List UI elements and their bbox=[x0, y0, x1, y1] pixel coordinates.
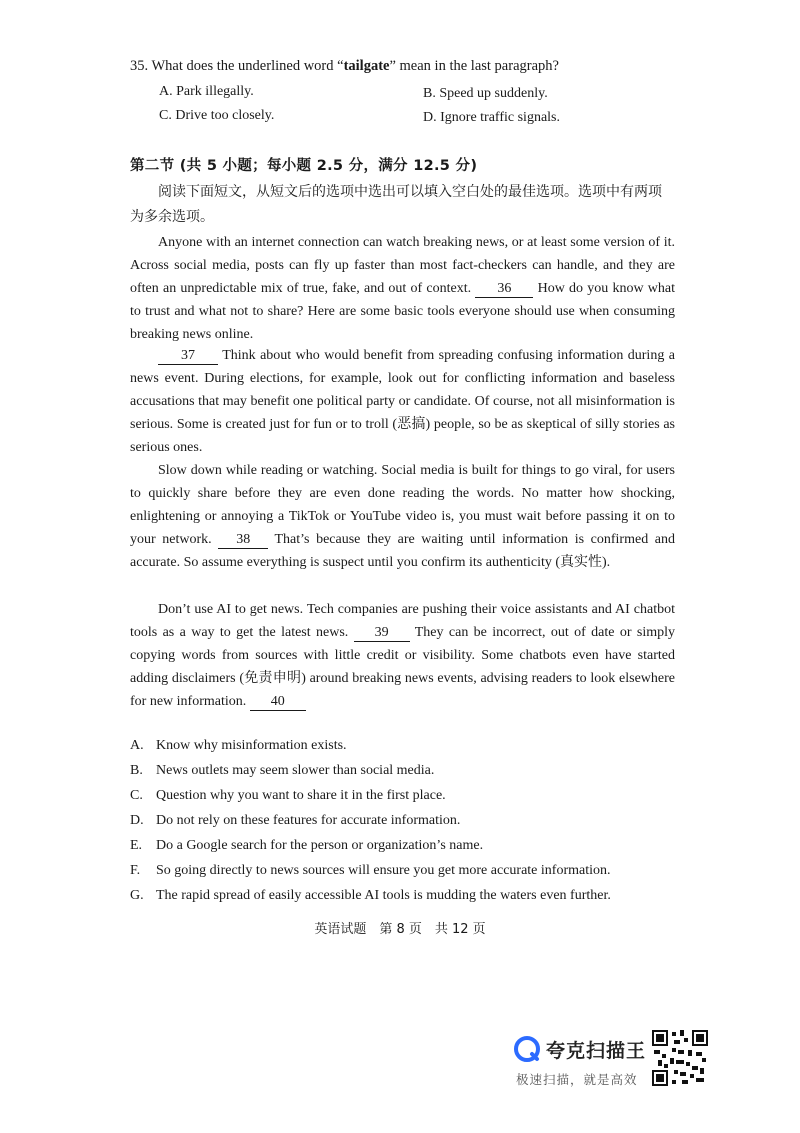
choice-text: Do not rely on these features for accurate information. bbox=[156, 813, 461, 828]
scanner-slogan: 极速扫描，就是高效 bbox=[516, 1072, 638, 1087]
option-text: Speed up suddenly. bbox=[439, 86, 548, 101]
paragraph-text: Don’t use AI to get news. Tech companies are pushing their voice assistants and AI chatbot tools as a way to get the latest news. bbox=[130, 602, 675, 640]
choice-text: Question why you want to share it in the first place. bbox=[156, 788, 446, 803]
choice-c bbox=[130, 788, 446, 804]
choice-b bbox=[130, 763, 434, 779]
choice-letter: A. bbox=[130, 738, 144, 753]
page-footer: 英语试题 第 8 页 共 12 页 bbox=[314, 922, 486, 937]
blank-37: 37 bbox=[158, 348, 218, 365]
question-35-stem bbox=[130, 58, 559, 75]
underlined-word: tailgate bbox=[343, 58, 390, 74]
choice-a bbox=[130, 738, 347, 754]
choice-letter: G. bbox=[130, 888, 144, 903]
q35-option-c bbox=[159, 108, 274, 124]
passage-paragraph-2 bbox=[130, 344, 675, 459]
choice-text: So going directly to news sources will ensure you get more accurate information. bbox=[156, 863, 611, 878]
blank-40: 40 bbox=[250, 694, 306, 711]
choice-letter: F. bbox=[130, 863, 141, 878]
paragraph-text: How do you know what to trust and what not to share? Here are some basic tools everyone should use when consuming breaking news online. bbox=[130, 281, 676, 342]
choice-g bbox=[130, 888, 611, 904]
choice-letter: C. bbox=[130, 788, 143, 803]
paragraph-text: Anyone with an internet connection can watch breaking news, or at least some version of it. Across social media, posts can fly up faster than most fact-checkers can handle, and they are often an unpredictable mix of true, fake, and out of context. bbox=[130, 235, 675, 296]
option-text: Drive too closely. bbox=[175, 108, 275, 123]
option-letter: D. bbox=[423, 110, 437, 125]
quark-logo-icon bbox=[514, 1036, 540, 1062]
scanner-watermark bbox=[512, 1028, 712, 1098]
option-letter: C. bbox=[159, 108, 172, 123]
paragraph-text: They can be incorrect, out of date or simply copying words from sources with little credit or visibility. Some chatbots even have started adding disclaimers (免责申明) around breaking news events, advising readers to look elsewhere for new information. bbox=[130, 625, 675, 709]
paragraph-text: Slow down while reading or watching. Social media is built for things to go viral, for users to quickly share before they are even done reading the words. No matter how shocking, enlightening or annoying a TikTok or YouTube video is, you must wait before passing it on to your network. bbox=[130, 463, 675, 547]
option-text: Park illegally. bbox=[176, 84, 254, 99]
q35-option-b bbox=[423, 86, 548, 102]
choice-d bbox=[130, 813, 460, 829]
qr-code-icon bbox=[652, 1030, 708, 1086]
choice-text: Know why misinformation exists. bbox=[156, 738, 347, 753]
q35-option-d bbox=[423, 110, 560, 126]
passage-paragraph-3 bbox=[130, 459, 675, 574]
option-letter: B. bbox=[423, 86, 436, 101]
blank-36: 36 bbox=[475, 281, 533, 298]
question-35-suffix: ” mean in the last paragraph? bbox=[389, 58, 559, 74]
choice-letter: B. bbox=[130, 763, 143, 778]
option-letter: A. bbox=[159, 84, 173, 99]
section-instruction: 阅读下面短文，从短文后的选项中选出可以填入空白处的最佳选项。选项中有两项为多余选项。 bbox=[130, 184, 662, 225]
choice-letter: D. bbox=[130, 813, 144, 828]
paragraph-text: That’s because they are waiting until information is confirmed and accurate. So assume everything is suspect until you confirm its authenticity (真实性). bbox=[130, 532, 675, 570]
choice-f bbox=[130, 863, 611, 879]
choice-letter: E. bbox=[130, 838, 143, 853]
q35-option-a bbox=[159, 84, 254, 100]
blank-38: 38 bbox=[218, 532, 268, 549]
choice-text: News outlets may seem slower than social media. bbox=[156, 763, 435, 778]
choice-text: Do a Google search for the person or organization’s name. bbox=[156, 838, 484, 853]
option-text: Ignore traffic signals. bbox=[440, 110, 560, 125]
blank-39: 39 bbox=[354, 625, 410, 642]
choice-e bbox=[130, 838, 483, 854]
question-35-prefix: 35. What does the underlined word “ bbox=[130, 58, 344, 74]
passage-paragraph-4 bbox=[130, 598, 675, 713]
passage-paragraph-1 bbox=[130, 231, 675, 346]
scanner-app-name: 夸克扫描王 bbox=[546, 1040, 647, 1062]
choice-text: The rapid spread of easily accessible AI tools is mudding the waters even further. bbox=[156, 888, 611, 903]
section-heading: 第二节 (共 5 小题；每小题 2.5 分，满分 12.5 分) bbox=[130, 158, 478, 174]
paragraph-text: Think about who would benefit from spreading confusing information during a news event. During elections, for example, look out for conflicting information and baseless accusations that may benefit one political party or candidate. Of course, not all misinformation is serious. Some is created just for fun or to troll (恶搞) people, so be as skeptical of silly stories as serious ones. bbox=[130, 348, 675, 455]
